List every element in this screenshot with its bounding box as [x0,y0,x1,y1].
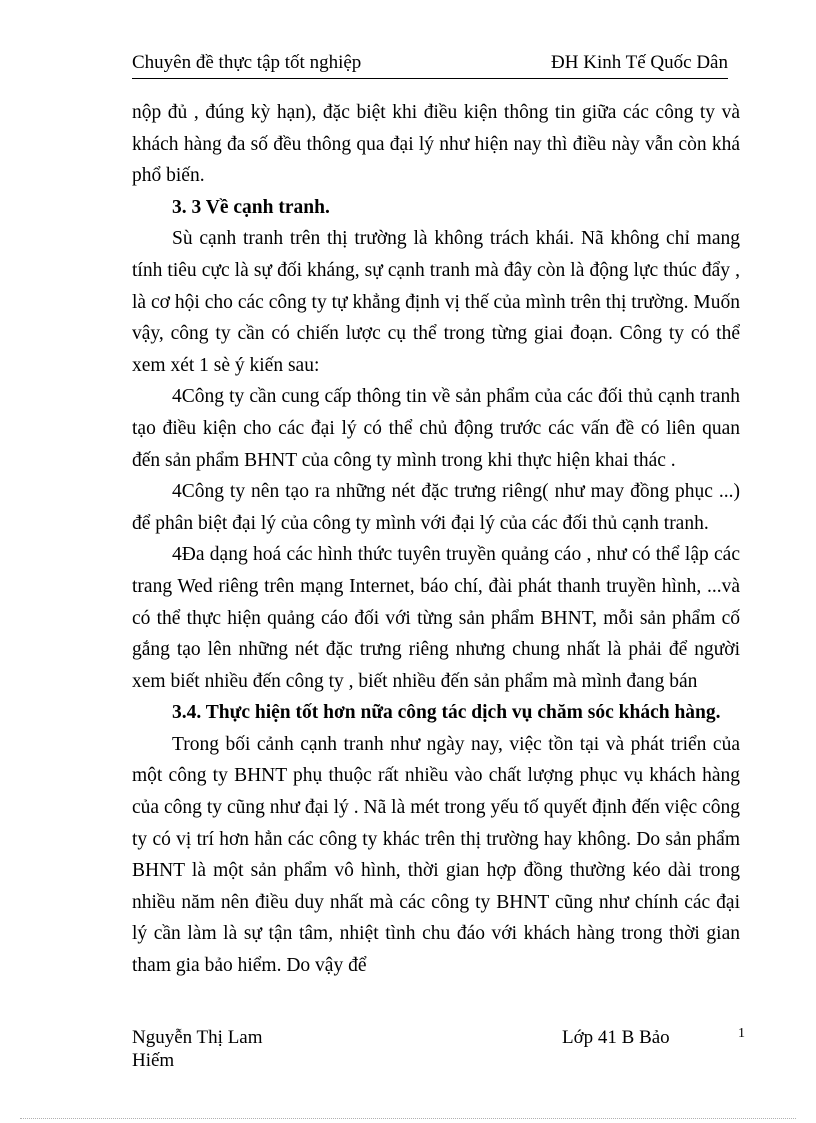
page-header [132,50,728,79]
bullet-advertising: 4Đa dạng hoá các hình thức tuyên truyền quảng cáo , như có thể lập các trang Wed riêng trên mạng Internet, báo chí, đài phát thanh truyền hình, ...và có thể thực hiện quảng cáo đối với từng sản phẩm BHNT, mỗi sản phẩm cố gắng tạo lên những nét đặc trưng riêng nhưng chung nhất là phải để người xem biết nhiều đến công ty , biết nhiều đến sản phẩm mà mình đang bán [132,544,740,692]
bullet-uniform: 4Công ty nên tạo ra những nét đặc trưng riêng( như may đồng phục ...) để phân biệt đại lý của công ty mình với đại lý của các đối thủ cạnh tranh. [132,481,740,534]
footer-author: Nguyễn Thị Lam Hiếm [132,1027,263,1071]
section-heading-customer-service: 3.4. Thực hiện tốt hơn nữa công tác dịch vụ chăm sóc khách hàng. [172,702,721,724]
header-document-title: Chuyên đề thực tập tốt nghiệp [132,52,362,73]
section-heading-competition: 3. 3 Về cạnh tranh. [172,196,330,218]
paragraph-competition: Sù cạnh tranh trên thị trường là không trách khái. Nã không chỉ mang tính tiêu cực là sự đối kháng, sự cạnh tranh mà đây còn là động lực thúc đẩy , là cơ hội cho các công ty tự khẳng định vị thế của mình trên thị trường. Muốn vậy, công ty cần có chiến lược cụ thể trong từng giai đoạn. Công ty có thể xem xét 1 sè ý kiến sau: [132,228,740,376]
bullet-info-competitors: 4Công ty cần cung cấp thông tin về sản phẩm của các đối thủ cạnh tranh tạo điều kiện cho các đại lý có thể chủ động trước các vấn đề có liên quan đến sản phẩm BHNT của công ty mình trong khi thực hiện khai thác . [132,386,740,471]
page-bottom-divider [20,1118,796,1119]
paragraph-continuation: nộp đủ , đúng kỳ hạn), đặc biệt khi điều kiện thông tin giữa các công ty và khách hàng đa số đều thông qua đại lý như hiện nay thì điều này vẫn còn khá phổ biến. [132,102,740,187]
footer-class: Lớp 41 B Bảo [562,1027,670,1048]
document-body [132,97,740,982]
paragraph-customer-service: Trong bối cảnh cạnh tranh như ngày nay, việc tồn tại và phát triển của một công ty BHNT phụ thuộc rất nhiều vào chất lượng phục vụ khách hàng của công ty cũng như đại lý . Nã là mét trong yếu tố quyết định đến việc công ty có vị trí hơn hẳn các công ty khác trên thị trường hay không. Do sản phẩm BHNT là một sản phẩm vô hình, thời gian hợp đồng thường kéo dài trong nhiều năm nên điều duy nhất mà các công ty BHNT cũng như chính các đại lý cần làm là sự tận tâm, nhiệt tình chu đáo với khách hàng trong thời gian tham gia bảo hiểm. Do vậy để [132,733,740,977]
page-number: 1 [738,1026,745,1041]
header-university: ĐH Kinh Tế Quốc Dân [551,52,728,73]
